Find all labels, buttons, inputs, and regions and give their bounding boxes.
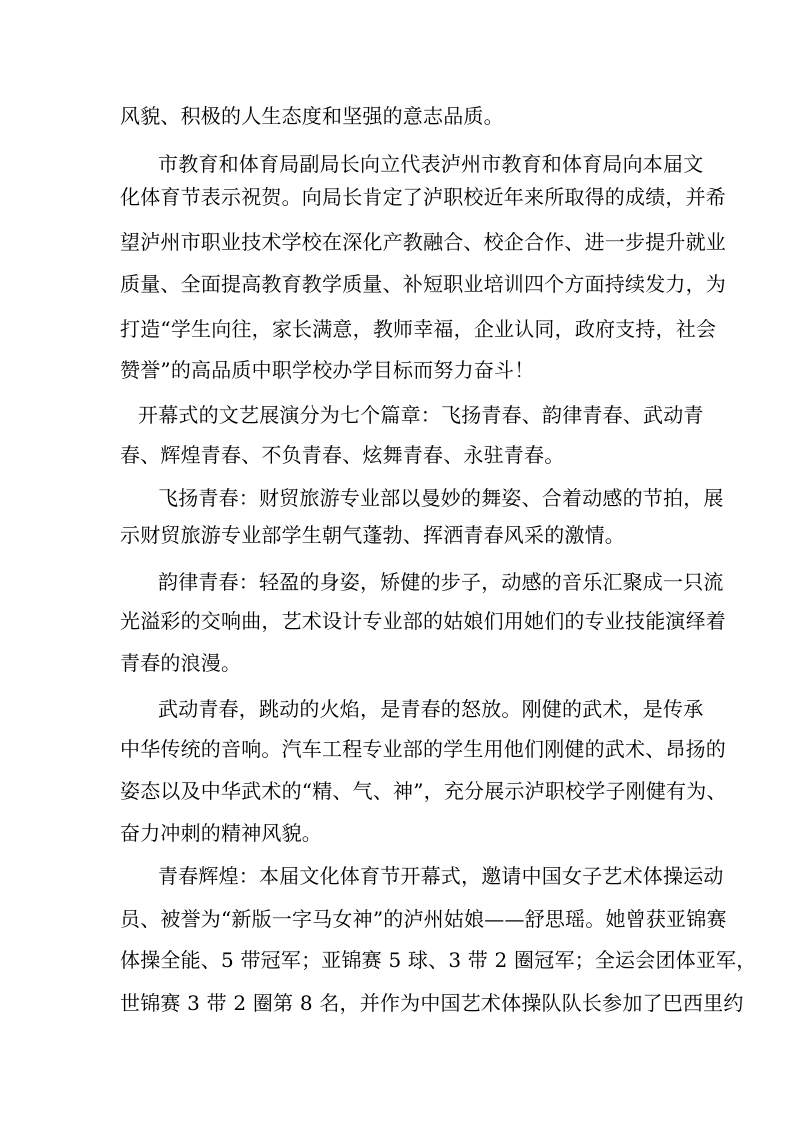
text-line: 化体育节表示祝贺。向局长肯定了泸职校近年来所取得的成绩，并希 [120,185,726,209]
text-line: 赞誉”的高品质中职学校办学目标而努力奋斗！ [120,358,535,382]
text-line: 打造“学生向往，家长满意，教师幸福，企业认同，政府支持，社会 [120,317,717,341]
text-line: 姿态以及中华武术的“精、气、神”，充分展示泸职校学子刚健有为、 [120,779,727,803]
text-line: 示财贸旅游专业部学生朝气蓬勃、挥洒青春风采的激情。 [120,523,625,547]
text-line: 员、被誉为“新版一字马女神”的泸州姑娘——舒思瑶。她曾获亚锦赛 [120,907,727,931]
text-line: 青春辉煌：本届文化体育节开幕式，邀请中国女子艺术体操运动 [158,864,724,888]
text-line: 开幕式的文艺展演分为七个篇章：飞扬青春、韵律青春、武动青 [138,403,704,427]
text-line: 飞扬青春：财贸旅游专业部以曼妙的舞姿、合着动感的节拍，展 [158,486,724,510]
text-line: 青春的浪漫。 [120,651,242,675]
text-line: 中华传统的音响。汽车工程专业部的学生用他们刚健的武术、昂扬的 [120,737,726,761]
text-line: 武动青春，跳动的火焰，是青春的怒放。刚健的武术，是传承 [158,697,704,721]
text-line: 奋力冲刺的精神风貌。 [120,821,322,845]
text-line: 世锦赛 3 带 2 圈第 8 名，并作为中国艺术体操队队长参加了巴西里约 [120,991,744,1015]
text-line: 望泸州市职业技术学校在深化产教融合、校企合作、进一步提升就业 [120,230,726,254]
text-line: 质量、全面提高教育教学质量、补短职业培训四个方面持续发力，为 [120,272,726,296]
text-line: 市教育和体育局副局长向立代表泸州市教育和体育局向本届文 [158,152,704,176]
text-line: 春、辉煌青春、不负青春、炫舞青春、永驻青春。 [120,443,565,467]
text-line: 体操全能、5 带冠军；亚锦赛 5 球、3 带 2 圈冠军；全运会团体亚军， [120,948,757,972]
text-line: 韵律青春：轻盈的身姿，矫健的步子，动感的音乐汇聚成一只流 [158,570,724,594]
text-line: 风貌、积极的人生态度和坚强的意志品质。 [120,104,504,128]
text-line: 光溢彩的交响曲，艺术设计专业部的姑娘们用她们的专业技能演绎着 [120,609,726,633]
